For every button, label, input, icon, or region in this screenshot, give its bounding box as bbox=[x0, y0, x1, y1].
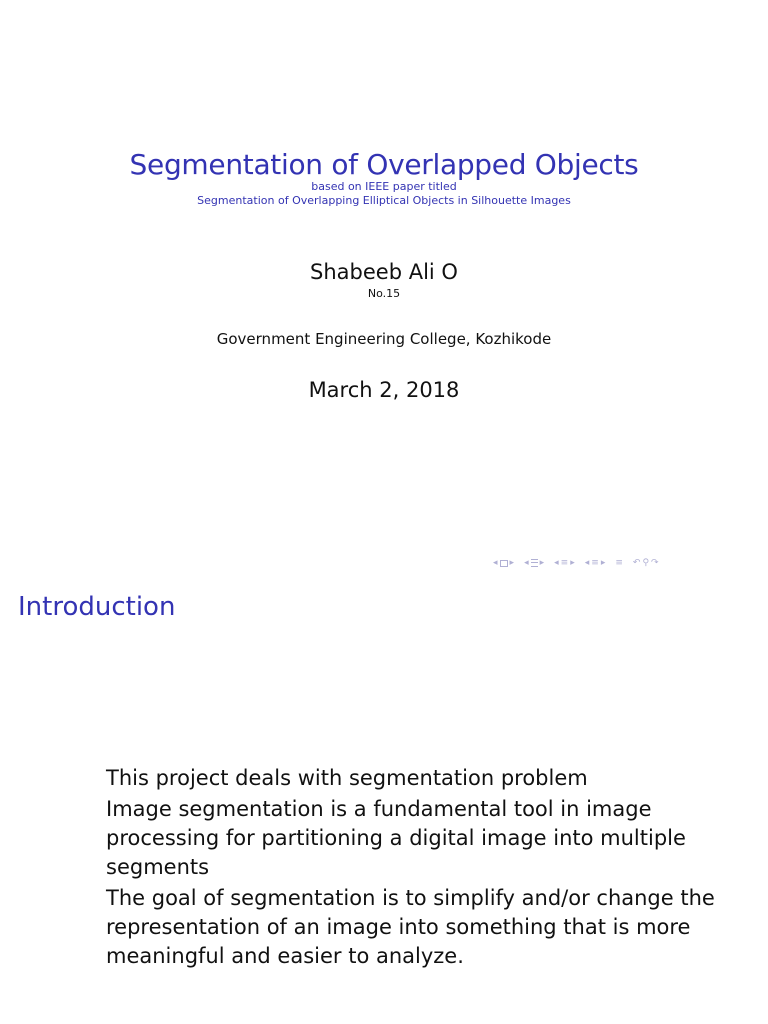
subsubsection-back-icon[interactable]: ◂ bbox=[584, 558, 590, 568]
subsubsection-icon[interactable]: ≡ bbox=[591, 558, 599, 568]
undo-icon[interactable]: ↶ bbox=[632, 558, 641, 568]
redo-icon[interactable]: ↷ bbox=[651, 558, 659, 568]
frame-forward-icon[interactable]: ▸ bbox=[509, 558, 515, 568]
search-nav bbox=[632, 556, 660, 570]
subsection-icon[interactable] bbox=[531, 559, 538, 567]
section-back-icon[interactable]: ◂ bbox=[554, 558, 559, 568]
bullet-item: This project deals with segmentation problem bbox=[106, 766, 588, 790]
subsection-nav bbox=[523, 556, 545, 570]
subsubsection-nav bbox=[584, 556, 607, 570]
search-icon[interactable]: ⚲ bbox=[642, 558, 650, 568]
frame-nav bbox=[492, 556, 515, 570]
frame-title: Introduction bbox=[18, 592, 176, 622]
author-note: No.15 bbox=[367, 287, 401, 300]
subsection-back-icon[interactable]: ◂ bbox=[524, 558, 529, 568]
document-nav bbox=[614, 556, 624, 570]
presentation-subtitle-line2: Segmentation of Overlapping Elliptical Objects in Silhouette Images bbox=[197, 194, 571, 207]
presentation-subtitle-line1: based on IEEE paper titled bbox=[311, 180, 457, 193]
subsection-forward-icon[interactable]: ▸ bbox=[539, 558, 545, 568]
section-nav bbox=[553, 556, 576, 570]
beamer-navigation-bar bbox=[492, 556, 668, 570]
presentation-title: Segmentation of Overlapped Objects bbox=[129, 148, 639, 181]
bullet-list bbox=[106, 764, 746, 973]
introduction-slide bbox=[0, 576, 768, 1024]
section-forward-icon[interactable]: ▸ bbox=[570, 558, 575, 568]
subsubsection-forward-icon[interactable]: ▸ bbox=[600, 558, 606, 568]
bullet-item: The goal of segmentation is to simplify and/or change the representation of an image into something that is more meaningful and easier to analyze. bbox=[106, 886, 715, 968]
frame-back-icon[interactable]: ◂ bbox=[493, 558, 498, 568]
presentation-date: March 2, 2018 bbox=[308, 378, 460, 402]
section-icon[interactable]: ≡ bbox=[560, 558, 569, 568]
author-name: Shabeeb Ali O bbox=[310, 260, 458, 284]
bullet-item: Image segmentation is a fundamental tool in image processing for partitioning a digital image into multiple segments bbox=[106, 797, 686, 879]
frame-icon[interactable] bbox=[500, 560, 508, 567]
institute: Government Engineering College, Kozhikode bbox=[216, 330, 552, 348]
document-icon[interactable]: ≡ bbox=[615, 558, 623, 568]
